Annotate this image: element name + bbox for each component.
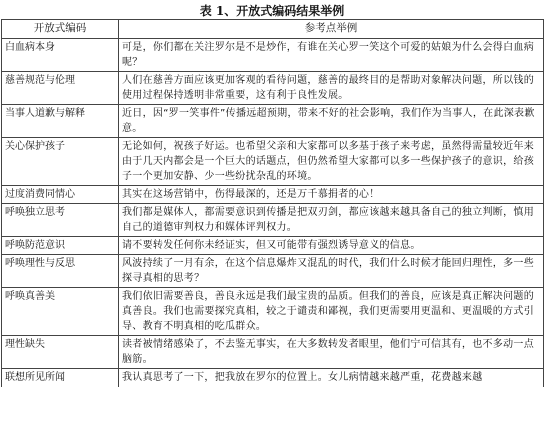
code-cell: 白血病本身 (2, 39, 119, 72)
table-header-row (2, 20, 544, 39)
table-row (2, 72, 544, 105)
code-cell: 呼唤理性与反思 (2, 255, 119, 288)
code-cell: 呼唤真善美 (2, 288, 119, 336)
table-row (2, 39, 544, 72)
example-cell: 我们依旧需要善良，善良永远是我们最宝贵的品质。但我们的善良，应该是真正解决问题的真善良。我们也需要探究真相，较之于谴责和鄙视，我们更需要用更温和、更温暖的方式引导、教育不明真相的吃瓜群众。 (119, 288, 544, 336)
example-cell: 读者被情绪感染了，不去鉴无事实，在大多数转发者眼里，他们宁可信其有，也不多动一点脑筋。 (119, 336, 544, 369)
example-cell: 人们在慈善方面应该更加客观的看待问题，慈善的最终目的是帮助对象解决问题，所以钱的使用过程保持透明非常重要，这有利于良性发展。 (119, 72, 544, 105)
table-body (2, 39, 544, 387)
example-cell: 无论如何，祝孩子好运。也希望父亲和大家都可以多基于孩子来考虑，虽然得需量较近年来由于几天内都会是一个巨大的话题点，但仍然希望大家都可以多一些保护孩子的意识，给孩子一个更加安静、少一些纷扰杂乱的环境。 (119, 138, 544, 186)
code-cell: 当事人道歉与解释 (2, 105, 119, 138)
table-row (2, 369, 544, 387)
table-row (2, 204, 544, 237)
table-row (2, 237, 544, 255)
code-cell: 呼唤独立思考 (2, 204, 119, 237)
code-cell: 过度消费同情心 (2, 186, 119, 204)
header-example: 参考点举例 (119, 20, 544, 39)
example-cell: 请不要转发任何你未经证实，但又可能带有强烈诱导意义的信息。 (119, 237, 544, 255)
table-row (2, 288, 544, 336)
coding-table (1, 19, 544, 387)
header-code: 开放式编码 (2, 20, 119, 39)
table-row (2, 186, 544, 204)
example-cell: 我们都是媒体人，都需要意识到传播是把双刃剑，都应该越来越具备自己的独立判断，慎用自己的道德审判权力和媒体评判权力。 (119, 204, 544, 237)
code-cell: 关心保护孩子 (2, 138, 119, 186)
table-row (2, 336, 544, 369)
table-row (2, 138, 544, 186)
example-cell: 风波持续了一月有余，在这个信息爆炸又混乱的时代，我们什么时候才能回归理性，多一些探寻真相的思考？ (119, 255, 544, 288)
example-cell: 近日，因“罗一笑事件”传播远超预期，带来不好的社会影响，我们作为当事人，在此深表歉意。 (119, 105, 544, 138)
code-cell: 理性缺失 (2, 336, 119, 369)
table-row (2, 105, 544, 138)
code-cell: 呼唤防范意识 (2, 237, 119, 255)
code-cell: 联想所见所闻 (2, 369, 119, 387)
code-cell: 慈善规范与伦理 (2, 72, 119, 105)
example-cell: 其实在这场营销中，伤得最深的，还是万千慕捐者的心！ (119, 186, 544, 204)
example-cell: 我认真思考了一下，把我放在罗尔的位置上。女儿病情越来越严重，花费越来越 (119, 369, 544, 387)
example-cell: 可是，你们都在关注罗尔是不是炒作，有谁在关心罗一笑这个可爱的姑娘为什么会得白血病呢？ (119, 39, 544, 72)
table-row (2, 255, 544, 288)
table-caption: 表 1、开放式编码结果举例 (199, 4, 345, 18)
